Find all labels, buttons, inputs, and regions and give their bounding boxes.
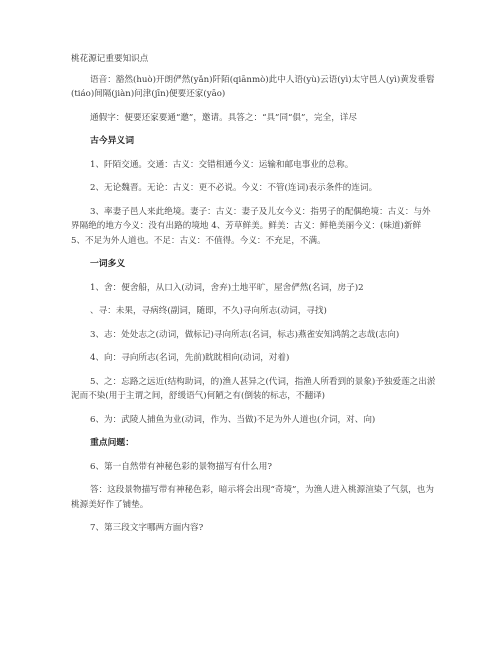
yici-item-6: 6、为：武陵人捕鱼为业(动词，作为、当做)不足为外人道也(介词，对、向) (90, 414, 376, 425)
gujin-item-2: 2、无论魏晋。无论：古义：更不必说。今义：不管(连词)表示条件的连词。 (90, 183, 378, 193)
question-7: 7、第三段文字哪两方面内容? (90, 523, 204, 533)
gujin-item-3: 3、率妻子邑人来此绝境。妻子：古义：妻子及儿女今义：指男子的配偶绝境：古义：与外界隔绝的地方今义：没有出路的境地 4、芳草鲜美。鲜美：古义：鲜艳美丽今义：(味道)新鲜 5、不足为外人道也。不足：古义：不值得。今义：不充足，不满。 (71, 206, 431, 246)
yici-item-3: 3、志：处处志之(动词，做标记)寻向所志(名词，标志)燕雀安知鸿鹄之志哉(志向) (90, 329, 400, 340)
question-6: 6、第一自然带有神秘色彩的景物描写有什么用? (90, 461, 272, 472)
document-body (71, 52, 436, 545)
yici-item-1: 1、舍：便舍船，从口入(动词，舍弃)土地平旷，屋舍俨然(名词，房子)2 (90, 282, 364, 293)
gujin-item-1: 1、阡陌交通。交通：古义：交错相通今义：运输和邮电事业的总称。 (90, 159, 354, 170)
tongjiazi-paragraph: 通假字：便要还家要通“邀”，邀请。具答之：“具”同“俱”，完全，详尽 (90, 112, 357, 123)
section-heading-yici: 一词多义 (90, 259, 126, 269)
answer-6: 答：这段景物描写带有神秘色彩，暗示将会出现“奇境”，为渔人进入桃源渲染了气氛，也为桃源美好作了铺垫。 (71, 485, 434, 510)
yici-item-5: 5、之：忘路之远近(结构助词，的)渔人甚异之(代词，指渔人所看到的景象)予独爱莲之出淤泥而不染(用于主谓之间，舒缓语气)何陋之有(倒装的标志，不翻译) (71, 376, 436, 401)
yici-item-4: 4、向：寻向所志(名词，先前)眈眈相向(动词，对着) (90, 353, 290, 363)
document-title: 桃花源记重要知识点 (71, 54, 149, 64)
yici-item-2: 、寻：未果，寻病终(副词，随即，不久)寻向所志(动词，寻找) (90, 306, 327, 316)
section-heading-gujin: 古今异义词 (90, 136, 134, 146)
section-heading-questions: 重点问题： (90, 438, 134, 448)
pronunciation-paragraph: 语音：豁然(huò)开朗俨然(yǎn)阡陌(qiānmò)此中人语(yù)云语(yì)太守邑人(yì)黄发垂髫(tiáo)间隔(jiàn)问津(jīn)便要还家(yāo) (71, 74, 435, 99)
